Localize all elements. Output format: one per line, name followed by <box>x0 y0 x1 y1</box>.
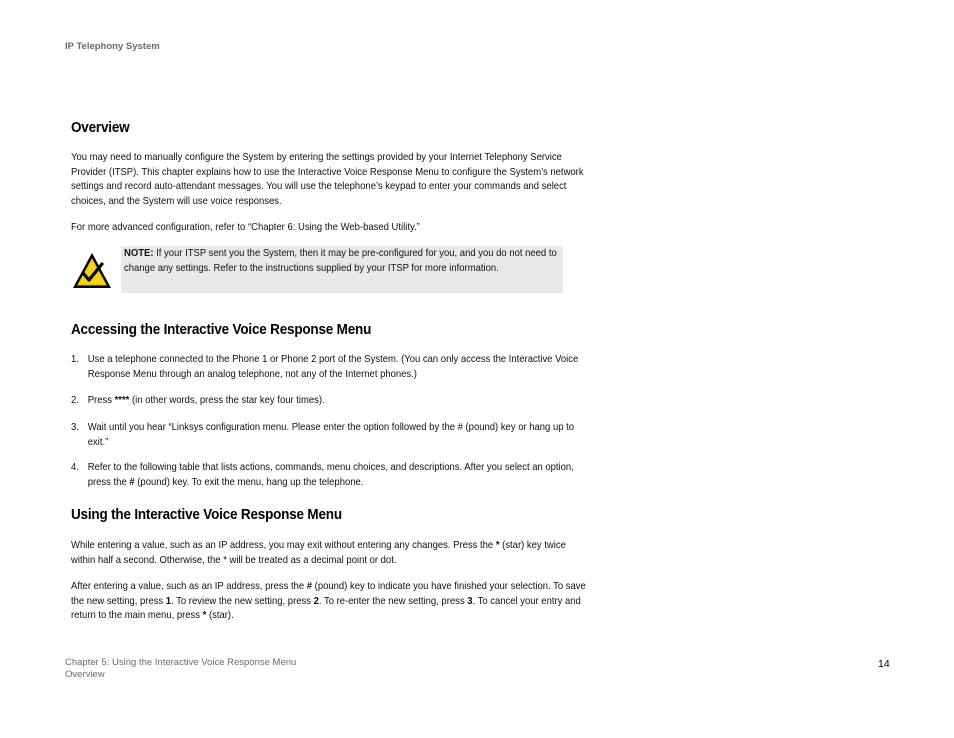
text-part: (star) key twice within half a second. Otherwise, the * will be treated as a decimal point or dot. <box>71 540 566 566</box>
text-bold: * <box>202 610 207 622</box>
step-text-part: Press <box>87 395 115 406</box>
step-number: 2. <box>71 395 79 406</box>
text-part: (pound) key to indicate you have finished your selection. To save the new setting, press <box>71 581 586 607</box>
using-paragraph-1 <box>71 539 592 568</box>
running-header: IP Telephony System <box>65 41 160 52</box>
step-number: 3. <box>71 422 79 433</box>
text-part: (star). <box>206 610 234 622</box>
note-text <box>124 247 561 276</box>
using-paragraph-2 <box>71 580 592 624</box>
step-text: Use a telephone connected to the Phone 1 or Phone 2 port of the System. (You can only access the Interactive Voice Response Menu through an analog telephone, not any of the Internet phones.) <box>87 354 579 380</box>
text-part: After entering a value, such as an IP address, press the <box>71 581 307 592</box>
text-part: . To cancel your entry and return to the main menu, press <box>71 595 581 622</box>
step-text <box>88 461 592 490</box>
note-body: If your ITSP sent you the System, then it may be pre-configured for you, and you do not need to change any settings. Refer to the instructions supplied by your ITSP for more information. <box>124 248 557 274</box>
using-heading: Using the Interactive Voice Response Menu <box>71 507 342 523</box>
step-text-bold: **** <box>114 395 130 406</box>
step-number: 1. <box>71 354 79 365</box>
step-text-part: (pound) key. To exit the menu, hang up the telephone. <box>134 476 364 488</box>
text-bold: # <box>306 581 313 592</box>
text-bold: * <box>495 540 500 551</box>
overview-paragraph-2: For more advanced configuration, refer to “Chapter 6: Using the Web-based Utility.” <box>71 222 420 233</box>
checkmark-warning-icon <box>71 251 113 291</box>
step-number: 4. <box>71 462 79 473</box>
note-label: NOTE: <box>124 248 154 259</box>
step-text-bold: # <box>129 476 135 488</box>
footer-section: Overview <box>65 669 105 680</box>
page-number: 14 <box>878 658 890 670</box>
step-text-part: (in other words, press the star key four times). <box>129 395 325 406</box>
accessing-heading: Accessing the Interactive Voice Response Menu <box>71 322 372 338</box>
step-text <box>88 394 592 409</box>
text-part: . To review the new setting, press <box>171 595 314 607</box>
step-3 <box>71 421 592 450</box>
text-bold: 3 <box>467 595 473 607</box>
step-text: Wait until you hear “Linksys configuration menu. Please enter the option followed by the # (pound) key or hang up to exit.” <box>87 422 575 448</box>
text-part: While entering a value, such as an IP address, you may exit without entering any changes. Press the <box>71 540 496 551</box>
text-part: . To re-enter the new setting, press <box>318 595 468 607</box>
step-2 <box>71 394 592 409</box>
step-4 <box>71 461 592 490</box>
step-1 <box>71 353 592 382</box>
overview-heading: Overview <box>71 120 130 136</box>
overview-paragraph-1: You may need to manually configure the System by entering the settings provided by your Internet Telephony Service Provider (ITSP). This chapter explains how to use the Interactive Voice Response Menu to configure the System’s network settings and record auto-attendant messages. You will use the telephone’s keypad to enter your commands and select choices, and the System will use voice responses. <box>71 152 584 207</box>
note-callout <box>71 246 563 293</box>
step-text-part: Refer to the following table that lists actions, commands, menu choices, and descriptions. After you select an option, press the <box>87 462 574 488</box>
text-bold: 1 <box>165 595 172 607</box>
text-bold: 2 <box>313 595 319 607</box>
footer-chapter: Chapter 5: Using the Interactive Voice Response Menu <box>65 657 297 668</box>
